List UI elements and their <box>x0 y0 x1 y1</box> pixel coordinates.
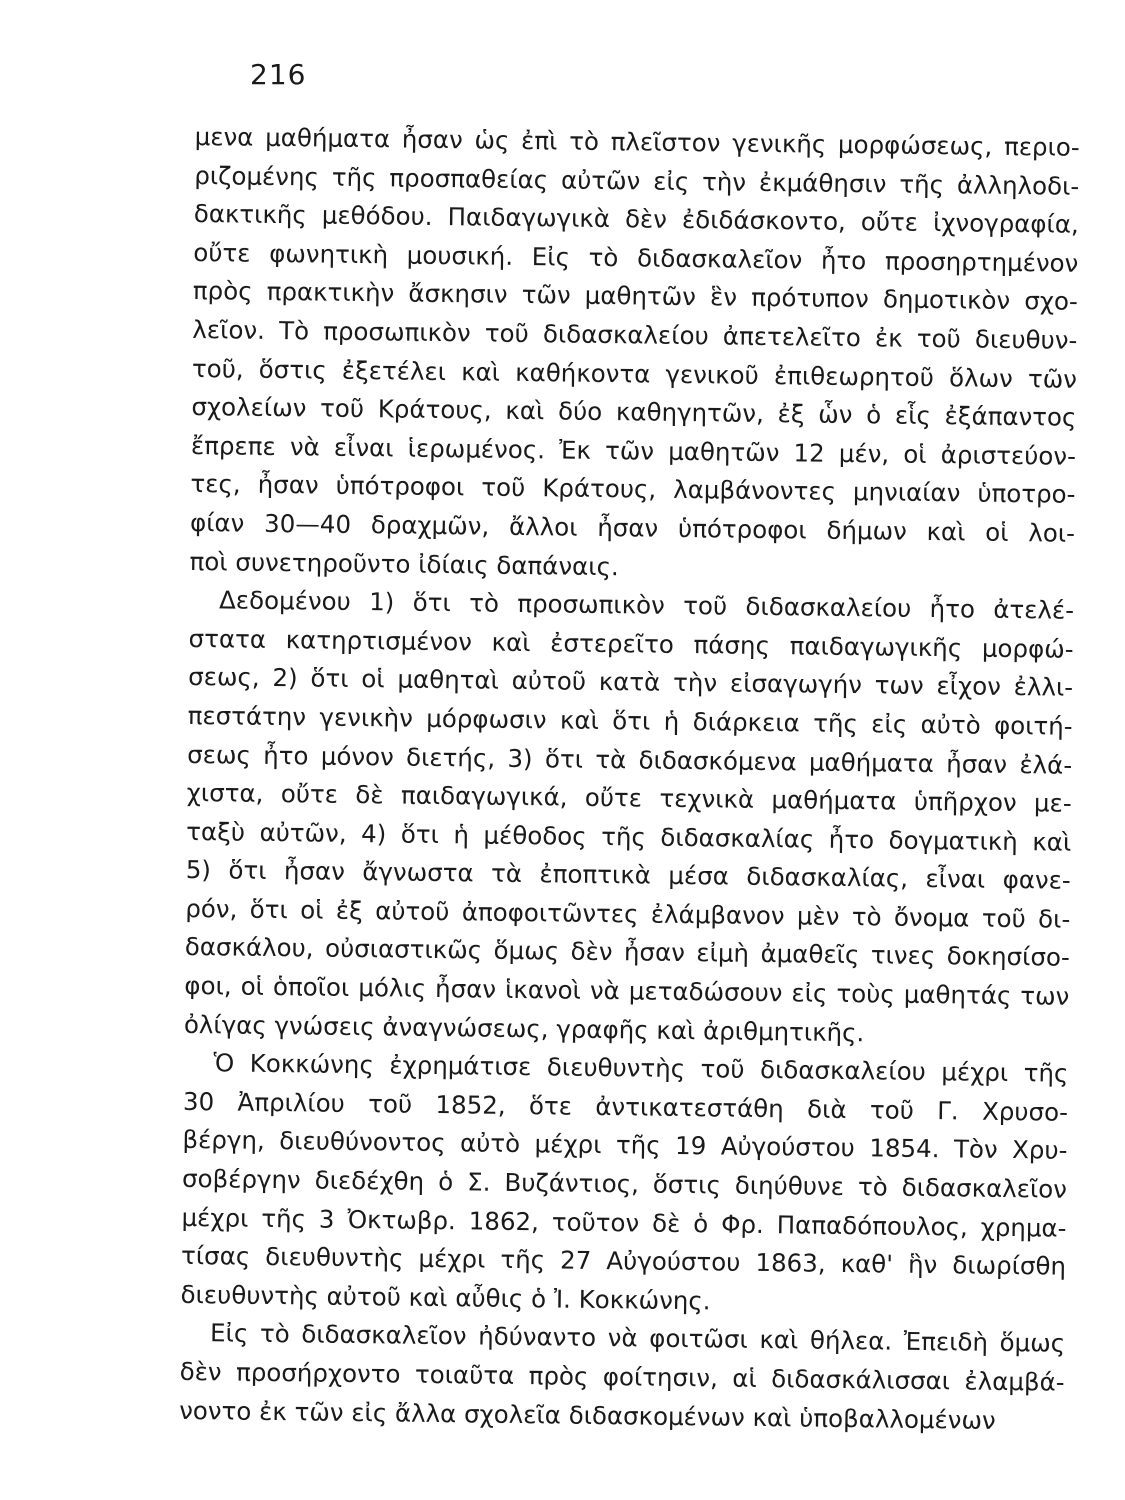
text-line: ταξὺ αὐτῶν, 4) ὅτι ἡ μέθοδος τῆς διδασκαλίας ἦτο δογματικὴ καὶ <box>186 816 1072 857</box>
text-line: στατα κατηρτισμένον καὶ ἐστερεῖτο πάσης παιδαγωγικῆς μορφώ- <box>188 623 1074 664</box>
text-line: σεως, 2) ὅτι οἱ μαθηταὶ αὐτοῦ κατὰ τὴν εἰσαγωγήν των εἶχον ἐλλι- <box>187 662 1074 703</box>
page-number: 216 <box>250 58 307 91</box>
text-line: σεως ἦτο μόνον διετής, 3) ὅτι τὰ διδασκόμενα μαθήματα ἦσαν ἐλά- <box>187 739 1073 780</box>
text-line: ποὶ συνετηροῦντο ἰδίαις δαπάναις. <box>189 546 619 581</box>
text-line: Ὁ Κοκκώνης ἐχρημάτισε διευθυντὴς τοῦ διδασκαλείου μέχρι τῆς <box>213 1048 1069 1088</box>
text-line: διευθυντὴς αὐτοῦ καὶ αὖθις ὁ Ἰ. Κοκκώνης. <box>180 1279 711 1316</box>
text-line: λεῖον. Τὸ προσωπικὸν τοῦ διδασκαλείου ἀπετελεῖτο ἐκ τοῦ διευθυν- <box>192 314 1078 355</box>
text-line: τες, ἦσαν ὑπότροφοι τοῦ Κράτους, λαμβάνοντες μηνιαίαν ὑποτρο- <box>190 469 1076 510</box>
text-line: βέργη, διευθύνοντος αὐτὸ μέχρι τῆς 19 Αὐγούστου 1854. Τὸν Χρυ- <box>182 1125 1068 1166</box>
text-line: σχολείων τοῦ Κράτους, καὶ δύο καθηγητῶν, ἐξ ὧν ὁ εἷς ἐξάπαντος <box>191 392 1077 432</box>
text-line: Δεδομένου 1) ὅτι τὸ προσωπικὸν τοῦ διδασκαλείου ἦτο ἀτελέ- <box>218 585 1075 625</box>
paragraph <box>180 1044 1068 1325</box>
text-line: 5) ὅτι ἦσαν ἄγνωστα τὰ ἐποπτικὰ μέσα διδασκαλίας, εἶναι φανε- <box>185 855 1071 896</box>
text-line: πεστάτην γενικὴν μόρφωσιν καὶ ὅτι ἡ διάρκεια τῆς εἰς αὐτὸ φοιτή- <box>187 700 1073 741</box>
text-line: δακτικῆς μεθόδου. Παιδαγωγικὰ δὲν ἐδιδάσκοντο, οὔτε ἰχνογραφία, <box>193 199 1079 239</box>
paragraph <box>179 1314 1065 1441</box>
text-line: πρὸς πρακτικὴν ἄσκησιν τῶν μαθητῶν ἓν πρότυπον δημοτικὸν σχο- <box>192 276 1078 317</box>
paragraph <box>189 118 1080 592</box>
text-line: ρόν, ὅτι οἱ ἐξ αὐτοῦ ἀποφοιτῶντες ἐλάμβανον μὲν τὸ ὄνομα τοῦ δι- <box>185 893 1071 934</box>
text-line: Εἰς τὸ διδασκαλεῖον ἠδύναντο νὰ φοιτῶσι καὶ θήλεα. Ἐπειδὴ ὅμως <box>209 1318 1066 1359</box>
text-line: μέχρι τῆς 3 Ὀκτωβρ. 1862, τοῦτον δὲ ὁ Φρ. Παπαδόπουλος, χρημα- <box>181 1202 1067 1243</box>
text-line: δὲν προσήρχοντο τοιαῦτα πρὸς φοίτησιν, αἱ διδασκάλισσαι ἐλαμβά- <box>179 1356 1065 1397</box>
text-line: οὔτε φωνητικὴ μουσική. Εἰς τὸ διδασκαλεῖον ἦτο προσηρτημένον <box>193 237 1079 278</box>
text-line: τίσας διευθυντὴς μέχρι τῆς 27 Αὐγούστου 1863, καθ' ἣν διωρίσθη <box>180 1241 1067 1281</box>
text-line: χιστα, οὔτε δὲ παιδαγωγικά, οὔτε τεχνικὰ μαθήματα ὑπῆρχον με- <box>186 778 1072 818</box>
text-line: ριζομένης τῆς προσπαθείας αὐτῶν εἰς τὴν ἐκμάθησιν τῆς ἀλληλοδι- <box>194 160 1080 201</box>
body-text <box>179 118 1080 1441</box>
paragraph <box>184 581 1075 1055</box>
text-line: νοντο ἐκ τῶν εἰς ἄλλα σχολεῖα διδασκομένων καὶ ὑποβαλλομένων <box>179 1395 996 1435</box>
text-line: τοῦ, ὅστις ἐξετέλει καὶ καθήκοντα γενικοῦ ἐπιθεωρητοῦ ὅλων τῶν <box>191 353 1078 394</box>
text-line: σοβέργην διεδέχθη ὁ Σ. Βυζάντιος, ὅστις διηύθυνε τὸ διδασκαλεῖον <box>181 1163 1068 1204</box>
text-line: μενα μαθήματα ἦσαν ὡς ἐπὶ τὸ πλεῖστον γενικῆς μορφώσεως, περιο- <box>194 121 1080 162</box>
text-line: φοι, οἱ ὁποῖοι μόλις ἦσαν ἱκανοὶ νὰ μεταδώσουν εἰς τοὺς μαθητάς των <box>184 970 1070 1011</box>
text-line: ἔπρεπε νὰ εἶναι ἱερωμένος. Ἐκ τῶν μαθητῶν 12 μέν, οἱ ἀριστεύον- <box>190 430 1077 471</box>
text-line: δασκάλου, οὐσιαστικῶς ὅμως δὲν ἦσαν εἰμὴ ἀμαθεῖς τινες δοκησίσο- <box>184 932 1070 973</box>
text-line: ὀλίγας γνώσεις ἀναγνώσεως, γραφῆς καὶ ἀριθμητικῆς. <box>183 1009 865 1047</box>
text-line: 30 Ἀπριλίου τοῦ 1852, ὅτε ἀντικατεστάθη διὰ τοῦ Γ. Χρυσο- <box>182 1086 1069 1127</box>
text-line: φίαν 30—40 δραχμῶν, ἄλλοι ἦσαν ὑπότροφοι δήμων καὶ οἱ λοι- <box>189 507 1076 548</box>
